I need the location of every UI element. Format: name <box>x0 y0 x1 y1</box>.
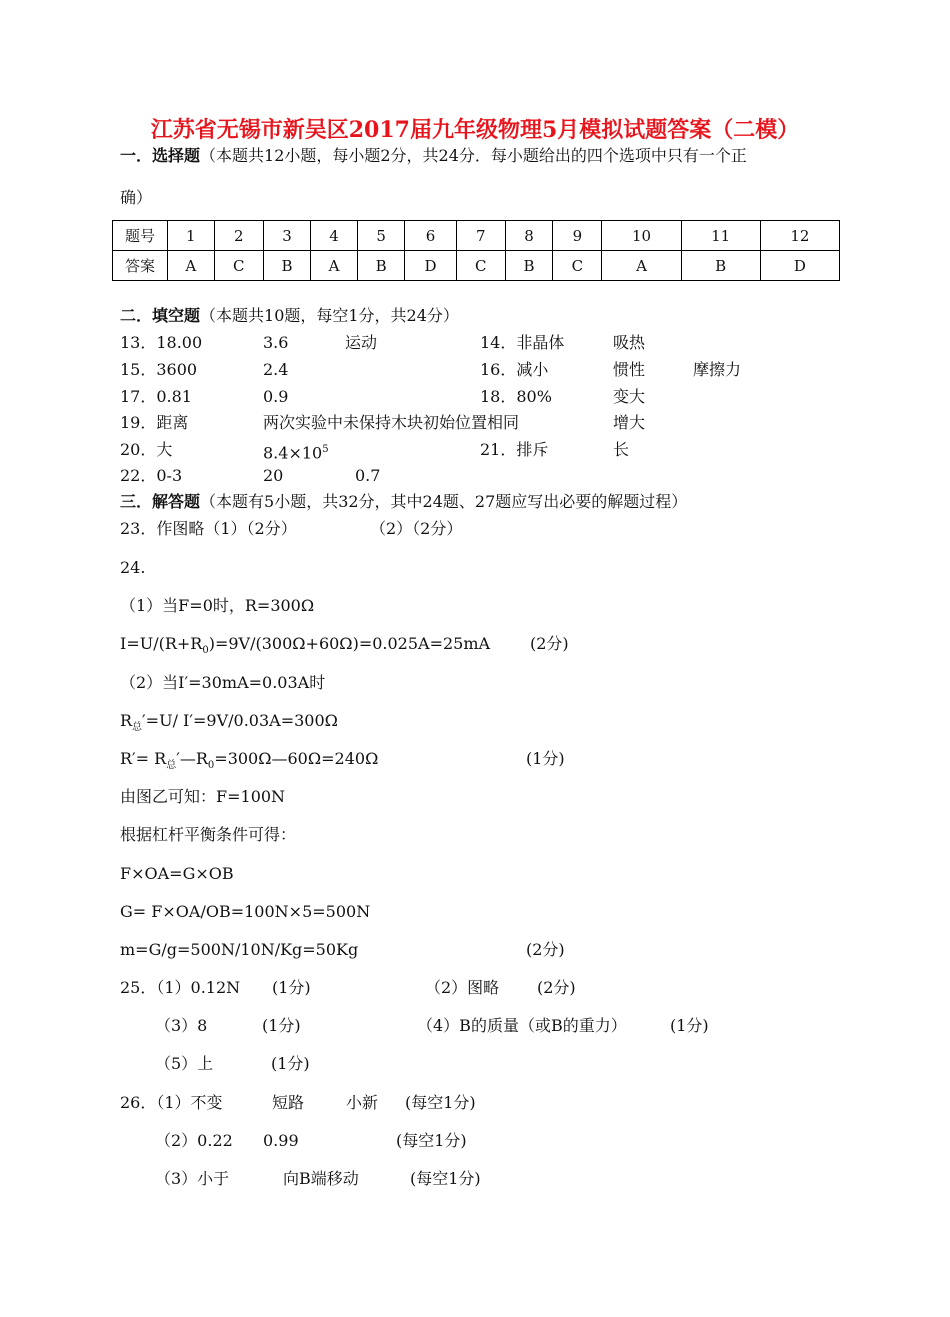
table-cell: 3 <box>263 221 310 251</box>
q24-line9: G= F×OA/OB=100N×5=500N <box>120 902 371 921</box>
table-cell: C <box>456 251 505 281</box>
section1-desc: （本题共12小题，每小题2分，共24分．每小题给出的四个选项中只有一个正 <box>200 146 747 165</box>
answer-20-a: 20．大 <box>120 440 173 459</box>
q26-b-score: (每空1分) <box>396 1131 467 1150</box>
q24-line5-sub2: 0 <box>207 760 215 772</box>
q25-e: （5）上 <box>155 1054 214 1073</box>
section1-heading: 一．选择题 <box>120 146 201 165</box>
q25-b-score: (2分) <box>537 978 576 997</box>
table-cell: 12 <box>760 221 839 251</box>
q24-line2-b: )=9V/(300Ω+60Ω)=0.025A=25mA <box>208 634 491 653</box>
q26-a3: 小新 <box>346 1093 379 1112</box>
table-row-answers <box>113 251 840 281</box>
answer-18-a: 18．80% <box>480 387 552 406</box>
answer-22-a: 22．0-3 <box>120 466 183 485</box>
q24-line10: m=G/g=500N/10N/Kg=50Kg <box>120 940 359 959</box>
table-cell: B <box>505 251 552 281</box>
q24-line2-sub: 0 <box>202 645 209 657</box>
answer-13-b: 3.6 <box>263 333 289 352</box>
table-cell: B <box>357 251 404 281</box>
answer-14-a: 14．非晶体 <box>480 333 565 352</box>
table-cell: A <box>311 251 358 281</box>
q24-line7: 根据杠杆平衡条件可得： <box>120 825 297 844</box>
answer-13-a: 13．18.00 <box>120 333 203 352</box>
q24-line5-score: (1分) <box>526 749 565 768</box>
answer-17-a: 17．0.81 <box>120 387 192 406</box>
answer-23-b: （2）（2分） <box>370 519 463 538</box>
q24-number: 24. <box>120 558 146 577</box>
q26-b2: 0.99 <box>263 1131 299 1150</box>
answer-21-b: 长 <box>613 440 630 459</box>
section1-desc-cont: 确） <box>120 188 153 207</box>
answer-16-a: 16．减小 <box>480 360 549 379</box>
answer-15-b: 2.4 <box>263 360 289 379</box>
table-cell: D <box>760 251 839 281</box>
section1-line <box>120 146 747 166</box>
q24-line5-b: ′—R <box>176 749 208 768</box>
table-cell: 5 <box>357 221 404 251</box>
answer-17-b: 0.9 <box>263 387 289 406</box>
q24-line3: （2）当I′=30mA=0.03A时 <box>120 673 326 692</box>
answer-20-b <box>263 440 329 463</box>
answer-22-c: 0.7 <box>355 466 381 485</box>
table-cell: C <box>214 251 263 281</box>
table-cell: 10 <box>602 221 681 251</box>
answer-20-b-base: 8.4×10 <box>263 443 323 463</box>
answer-15-a: 15．3600 <box>120 360 198 379</box>
answer-table <box>112 220 840 281</box>
q24-line4-sub: 总 <box>132 722 143 734</box>
table-cell: 7 <box>456 221 505 251</box>
table-cell: 6 <box>405 221 456 251</box>
section2-line <box>120 306 459 326</box>
table-cell: B <box>263 251 310 281</box>
table-cell: D <box>405 251 456 281</box>
q26-c-score: (每空1分) <box>410 1169 481 1188</box>
q24-line4-b: ′=U/ I′=9V/0.03A=300Ω <box>142 711 338 730</box>
q25-a: 25．（1）0.12N <box>120 978 241 997</box>
q24-line5-sub1: 总 <box>166 760 177 772</box>
answer-20-b-exp: 5 <box>322 444 329 455</box>
q25-b: （2）图略 <box>425 978 500 997</box>
section3-heading: 三．解答题 <box>120 492 201 511</box>
q25-e-score: (1分) <box>271 1054 310 1073</box>
answer-19-b: 两次实验中未保持木块初始位置相同 <box>263 413 520 432</box>
q26-a: 26．（1）不变 <box>120 1093 223 1112</box>
section3-line <box>120 492 687 512</box>
q24-line5-c: =300Ω—60Ω=240Ω <box>214 749 379 768</box>
table-cell: C <box>553 251 602 281</box>
answer-16-c: 摩擦力 <box>693 360 742 379</box>
q25-d: （4）B的质量（或B的重力） <box>417 1016 627 1035</box>
table-cell: A <box>602 251 681 281</box>
table-cell: 8 <box>505 221 552 251</box>
q26-a-score: (每空1分) <box>405 1093 476 1112</box>
section3-desc: （本题有5小题，共32分，其中24题、27题应写出必要的解题过程） <box>200 492 688 511</box>
answer-21-a: 21．排斥 <box>480 440 549 459</box>
q26-a2: 短路 <box>272 1093 305 1112</box>
table-row-label: 题号 <box>113 221 168 251</box>
q25-d-score: (1分) <box>670 1016 709 1035</box>
table-row-label: 答案 <box>113 251 168 281</box>
q24-line4-a: R <box>120 711 133 730</box>
q24-line4 <box>120 711 338 738</box>
answer-14-b: 吸热 <box>613 333 646 352</box>
q24-line2-a: I=U/(R+R <box>120 634 203 653</box>
answer-19-c: 增大 <box>613 413 646 432</box>
answer-23-a: 23．作图略（1）（2分） <box>120 519 297 538</box>
table-cell: 2 <box>214 221 263 251</box>
table-cell: 4 <box>311 221 358 251</box>
q25-c: （3）8 <box>155 1016 208 1035</box>
q26-c2: 向B端移动 <box>283 1169 359 1188</box>
table-cell: 1 <box>168 221 215 251</box>
q24-line5-a: R′= R <box>120 749 167 768</box>
answer-18-b: 变大 <box>613 387 646 406</box>
table-row-numbers <box>113 221 840 251</box>
q26-b: （2）0.22 <box>155 1131 233 1150</box>
section2-desc: （本题共10题，每空1分，共24分） <box>200 306 459 325</box>
q25-c-score: (1分) <box>262 1016 301 1035</box>
answer-13-c: 运动 <box>345 333 378 352</box>
q24-line2-score: (2分) <box>530 634 569 653</box>
table-cell: 9 <box>553 221 602 251</box>
answer-22-b: 20 <box>263 466 284 485</box>
q24-line6: 由图乙可知：F=100N <box>120 787 286 806</box>
answer-16-b: 惯性 <box>613 360 646 379</box>
q24-line8: F×OA=G×OB <box>120 864 234 883</box>
q25-a-score: (1分) <box>272 978 311 997</box>
section2-heading: 二．填空题 <box>120 306 201 325</box>
q24-line1: （1）当F=0时，R=300Ω <box>120 596 315 615</box>
answer-19-a: 19．距离 <box>120 413 189 432</box>
table-cell: B <box>681 251 760 281</box>
q24-line5 <box>120 749 378 776</box>
q24-line10-score: (2分) <box>526 940 565 959</box>
q26-c: （3）小于 <box>155 1169 230 1188</box>
q24-line2 <box>120 634 490 661</box>
page-title: 江苏省无锡市新吴区2017届九年级物理5月模拟试题答案（二模） <box>150 117 800 143</box>
table-cell: 11 <box>681 221 760 251</box>
table-cell: A <box>168 251 215 281</box>
